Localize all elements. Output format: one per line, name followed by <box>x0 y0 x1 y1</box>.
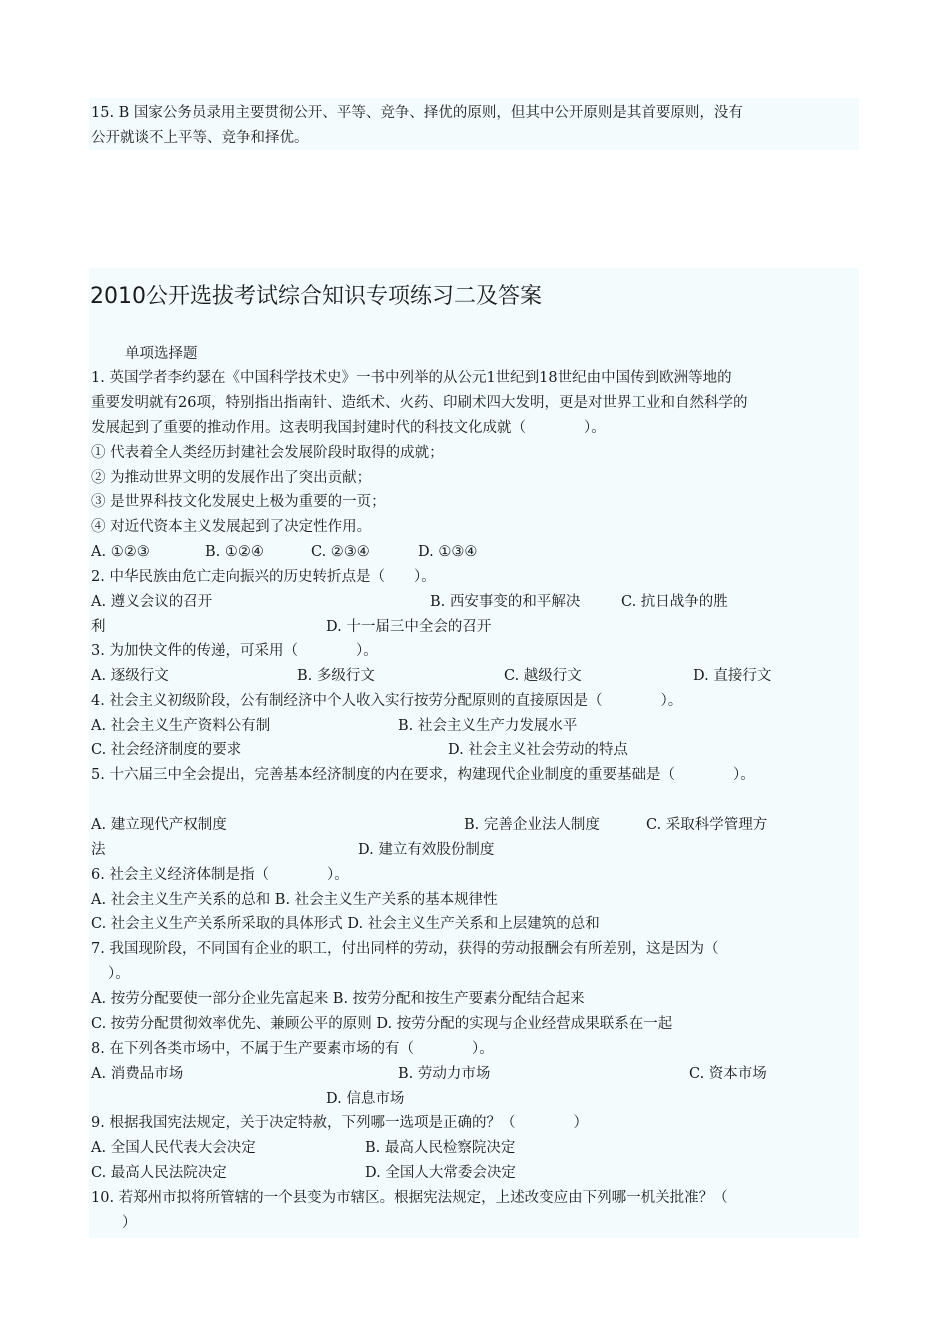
question-6-options-cd: C. 社会主义生产关系所采取的具体形式 D. 社会主义生产关系和上层建筑的总和 <box>91 916 600 932</box>
answer-line-1: 15. B 国家公务员录用主要贯彻公开、平等、竞争、择优的原则，但其中公开原则是其首要原则，没有 <box>91 105 743 121</box>
question-1-option-c: C. ②③④ <box>311 544 370 560</box>
question-6: 6. 社会主义经济体制是指（ ）。 <box>91 867 349 883</box>
question-1-option-b: B. ①②④ <box>205 544 264 560</box>
question-8-option-d: D. 信息市场 <box>326 1091 405 1107</box>
question-3-option-d: D. 直接行文 <box>693 668 772 684</box>
question-1-item-1: ① 代表着全人类经历封建社会发展阶段时取得的成就； <box>91 445 444 461</box>
question-7-options-cd: C. 按劳分配贯彻效率优先、兼顾公平的原则 D. 按劳分配的实现与企业经营成果联系在一起 <box>91 1016 673 1032</box>
question-9: 9. 根据我国宪法规定，关于决定特赦，下列哪一选项是正确的？（ ） <box>91 1115 588 1131</box>
section-heading: 单项选择题 <box>125 346 198 362</box>
question-3-option-b: B. 多级行文 <box>297 668 375 684</box>
question-3-option-a: A. 逐级行文 <box>91 668 169 684</box>
question-1-line-1: 1. 英国学者李约瑟在《中国科学技术史》一书中列举的从公元1世纪到18世纪由中国传到欧洲等地的 <box>91 370 732 386</box>
question-2-option-a: A. 遵义会议的召开 <box>91 594 213 610</box>
question-8: 8. 在下列各类市场中，不属于生产要素市场的有（ ）。 <box>91 1041 494 1057</box>
page-title: 2010公开选拔考试综合知识专项练习二及答案 <box>90 284 542 309</box>
question-1-line-3: 发展起到了重要的推动作用。这表明我国封建时代的科技文化成就（ ）。 <box>91 420 606 436</box>
question-9-option-c: C. 最高人民法院决定 <box>91 1165 227 1181</box>
question-4-option-d: D. 社会主义社会劳动的特点 <box>448 742 628 758</box>
question-9-option-a: A. 全国人民代表大会决定 <box>91 1140 256 1156</box>
question-2-option-c: C. 抗日战争的胜 <box>621 594 728 610</box>
question-4: 4. 社会主义初级阶段，公有制经济中个人收入实行按劳分配原则的直接原因是（ ）。 <box>91 693 683 709</box>
question-1-option-a: A. ①②③ <box>91 544 150 560</box>
question-5-option-c-wrap: 法 <box>91 842 106 858</box>
question-9-option-d: D. 全国人大常委会决定 <box>365 1165 516 1181</box>
question-5: 5. 十六届三中全会提出，完善基本经济制度的内在要求，构建现代企业制度的重要基础是（ ）。 <box>91 767 755 783</box>
question-1-item-2: ② 为推动世界文明的发展作出了突出贡献； <box>91 470 372 486</box>
question-1-item-3: ③ 是世界科技文化发展史上极为重要的一页； <box>91 494 386 510</box>
question-1-option-d: D. ①③④ <box>418 544 478 560</box>
question-4-option-b: B. 社会主义生产力发展水平 <box>398 718 578 734</box>
question-3-option-c: C. 越级行文 <box>504 668 582 684</box>
question-3: 3. 为加快文件的传递，可采用（ ）。 <box>91 643 378 659</box>
question-7-line-1: 7. 我国现阶段，不同国有企业的职工，付出同样的劳动，获得的劳动报酬会有所差别，这是因为（ <box>91 941 719 957</box>
question-2-option-d: D. 十一届三中全会的召开 <box>326 619 492 635</box>
question-7-line-2: ）。 <box>108 966 130 982</box>
question-10-line-1: 10. 若郑州市拟将所管辖的一个县变为市辖区。根据宪法规定，上述改变应由下列哪一机关批准？（ <box>91 1190 728 1206</box>
question-2: 2. 中华民族由危亡走向振兴的历史转折点是（ ）。 <box>91 569 436 585</box>
question-4-option-c: C. 社会经济制度的要求 <box>91 742 242 758</box>
question-10-line-2: ） <box>122 1215 137 1231</box>
question-5-option-c: C. 采取科学管理方 <box>646 817 768 833</box>
question-7-options-ab: A. 按劳分配要使一部分企业先富起来 B. 按劳分配和按生产要素分配结合起来 <box>91 991 585 1007</box>
question-1-line-2: 重要发明就有26项，特别指出指南针、造纸术、火药、印刷术四大发明，更是对世界工业和自然科学的 <box>91 395 748 411</box>
answer-line-2: 公开就谈不上平等、竞争和择优。 <box>91 130 309 146</box>
question-5-option-d: D. 建立有效股份制度 <box>358 842 495 858</box>
question-2-option-b: B. 西安事变的和平解决 <box>430 594 581 610</box>
question-5-option-b: B. 完善企业法人制度 <box>464 817 600 833</box>
question-1-item-4: ④ 对近代资本主义发展起到了决定性作用。 <box>91 519 372 535</box>
question-5-option-a: A. 建立现代产权制度 <box>91 817 227 833</box>
question-4-option-a: A. 社会主义生产资料公有制 <box>91 718 271 734</box>
question-8-option-b: B. 劳动力市场 <box>398 1066 491 1082</box>
question-8-option-c: C. 资本市场 <box>689 1066 767 1082</box>
question-2-option-c-wrap: 利 <box>91 619 106 635</box>
question-6-options-ab: A. 社会主义生产关系的总和 B. 社会主义生产关系的基本规律性 <box>91 892 498 908</box>
question-9-option-b: B. 最高人民检察院决定 <box>365 1140 516 1156</box>
question-8-option-a: A. 消费品市场 <box>91 1066 184 1082</box>
